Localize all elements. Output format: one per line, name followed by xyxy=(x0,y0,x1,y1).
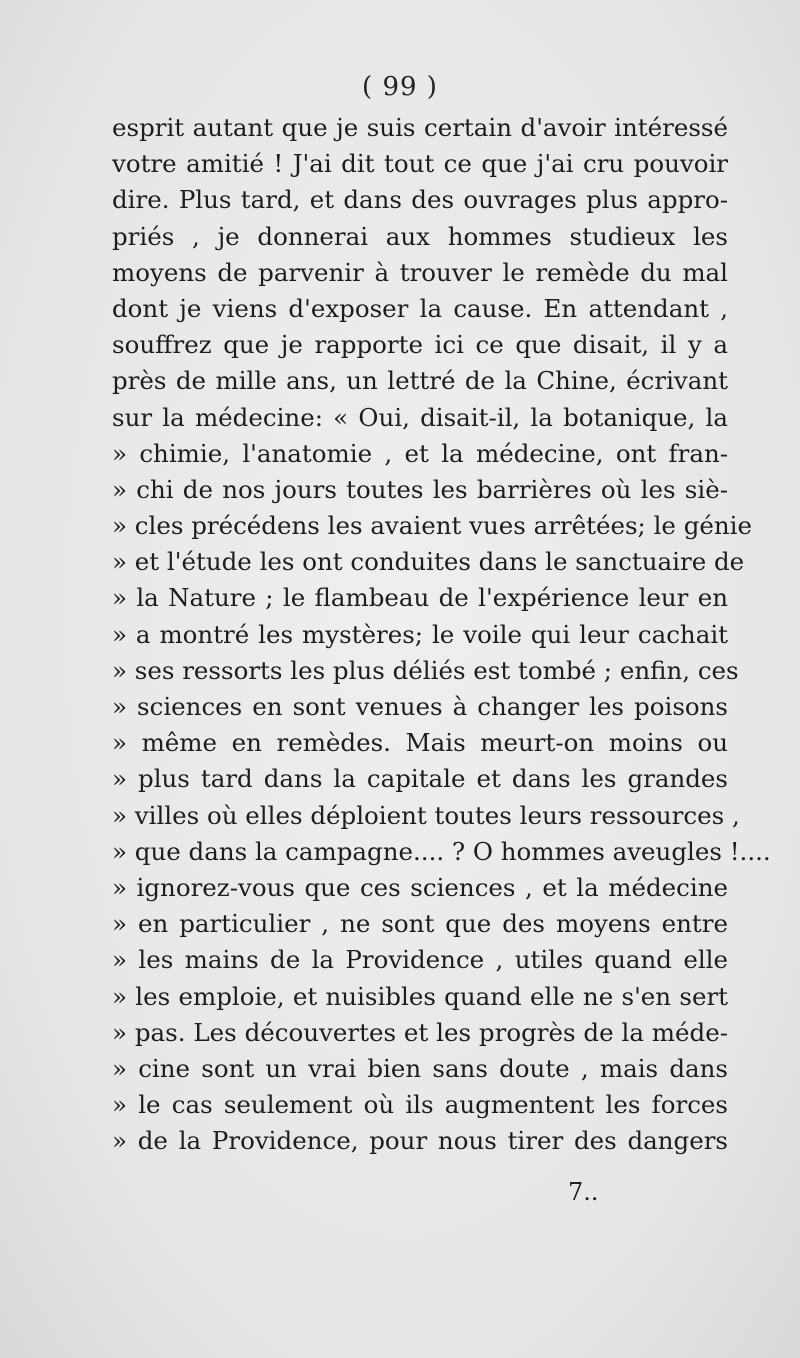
text-line-23: » en particulier , ne sont que des moyens entre xyxy=(112,909,728,939)
text-line-5: moyens de parvenir à trouver le remède du mal xyxy=(112,257,728,287)
text-line-6: dont je viens d'exposer la cause. En attendant , xyxy=(112,293,728,323)
text-line-16: » ses ressorts les plus déliés est tombé ; enfin, ces xyxy=(112,655,739,685)
text-line-19: » plus tard dans la capitale et dans les grandes xyxy=(112,764,728,794)
text-line-8: près de mille ans, un lettré de la Chine, écrivant xyxy=(112,366,728,396)
text-line-25: » les emploie, et nuisibles quand elle ne s'en sert xyxy=(112,981,728,1011)
text-line-18: » même en remèdes. Mais meurt-on moins ou xyxy=(112,728,728,758)
text-line-29: » de la Providence, pour nous tirer des dangers xyxy=(112,1126,728,1156)
body-text xyxy=(112,110,771,1159)
text-line-26: » pas. Les découvertes et les progrès de la méde- xyxy=(112,1017,728,1047)
text-line-13: » et l'étude les ont conduites dans le sanctuaire de xyxy=(112,547,745,577)
text-line-12: » cles précédens les avaient vues arrêtées; le génie xyxy=(112,511,753,541)
text-line-2: votre amitié ! J'ai dit tout ce que j'ai cru pouvoir xyxy=(112,149,728,179)
text-line-14: » la Nature ; le flambeau de l'expérience leur en xyxy=(112,583,728,613)
text-line-3: dire. Plus tard, et dans des ouvrages plus appro- xyxy=(112,185,728,215)
text-line-10: » chimie, l'anatomie , et la médecine, ont fran- xyxy=(112,438,728,468)
page-number: ( 99 ) xyxy=(362,72,438,102)
text-line-20: » villes où elles déploient toutes leurs ressources , xyxy=(112,800,740,830)
text-line-21: » que dans la campagne.... ? O hommes aveugles !.... xyxy=(112,836,771,866)
text-line-24: » les mains de la Providence , utiles quand elle xyxy=(112,945,728,975)
text-line-7: souffrez que je rapporte ici ce que disait, il y a xyxy=(112,330,728,360)
text-line-11: » chi de nos jours toutes les barrières où les siè- xyxy=(112,474,728,504)
text-line-17: » sciences en sont venues à changer les poisons xyxy=(112,692,728,721)
signature-mark: 7.. xyxy=(568,1178,599,1206)
text-line-9: sur la médecine: « Oui, disait-il, la botanique, la xyxy=(112,402,728,432)
text-line-28: » le cas seulement où ils augmentent les forces xyxy=(112,1090,728,1120)
text-line-1: esprit autant que je suis certain d'avoir intéressé xyxy=(112,113,728,142)
text-line-27: » cine sont un vrai bien sans doute , mais dans xyxy=(112,1053,728,1083)
text-line-4: priés , je donnerai aux hommes studieux les xyxy=(112,221,728,251)
text-line-22: » ignorez-vous que ces sciences , et la médecine xyxy=(112,872,728,902)
text-line-15: » a montré les mystères; le voile qui leur cachait xyxy=(112,619,728,649)
